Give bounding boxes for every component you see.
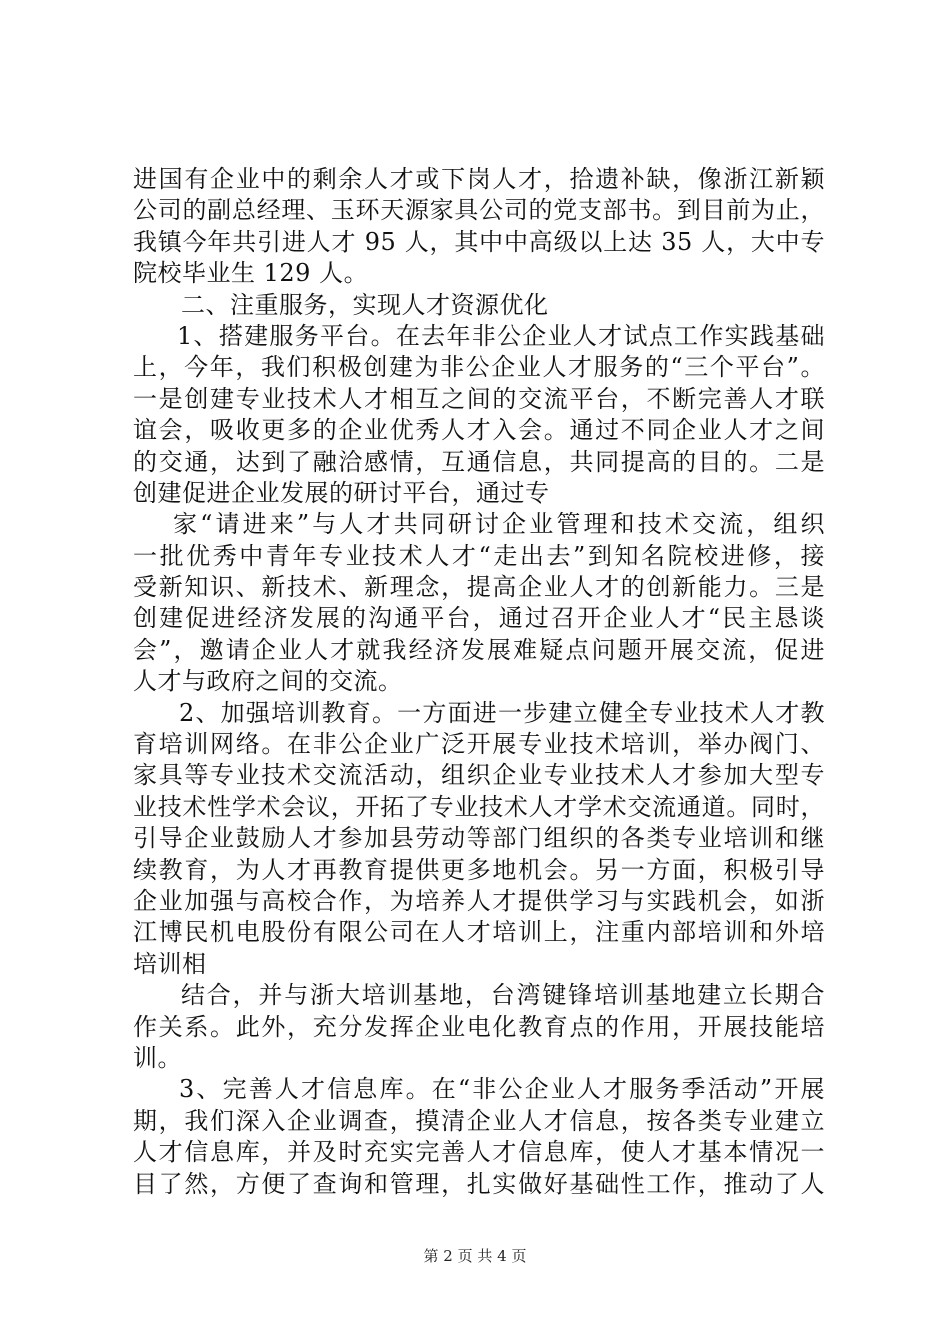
text-line: 续教育，为人才再教育提供更多地机会。另一方面，积极引导 [133, 855, 825, 884]
text-line: 受新知识、新技术、新理念，提高企业人才的创新能力。三是 [133, 573, 825, 602]
text-line: 2、加强培训教育。一方面进一步建立健全专业技术人才教 [179, 698, 825, 727]
text-line: 家具等专业技术交流活动，组织企业专业技术人才参加大型专 [133, 761, 825, 790]
text-line: 训。 [133, 1043, 182, 1072]
text-line: 院校毕业生 129 人。 [133, 259, 369, 288]
text-line: 人才与政府之间的交流。 [133, 667, 403, 696]
text-line: 作关系。此外，充分发挥企业电化教育点的作用，开展技能培 [133, 1012, 825, 1041]
text-line: 二、注重服务，实现人才资源优化 [181, 290, 549, 319]
text-line: 江博民机电股份有限公司在人才培训上，注重内部培训和外培 [133, 918, 825, 947]
text-line: 一批优秀中青年专业技术人才“走出去”到知名院校进修，接 [133, 541, 825, 570]
text-line: 我镇今年共引进人才 95 人，其中中高级以上达 35 人，大中专 [133, 227, 825, 256]
text-line: 上，今年，我们积极创建为非公企业人才服务的“三个平台”。 [133, 353, 825, 382]
document-body [133, 164, 825, 1200]
text-line: 创建促进经济发展的沟通平台，通过召开企业人才“民主恳谈 [133, 604, 825, 633]
text-line: 3、完善人才信息库。在“非公企业人才服务季活动”开展 [179, 1075, 825, 1104]
text-line: 期，我们深入企业调查，摸清企业人才信息，按各类专业建立 [133, 1106, 825, 1135]
text-line: 业技术性学术会议，开拓了专业技术人才学术交流通道。同时， [133, 792, 825, 821]
text-line: 1、搭建服务平台。在去年非公企业人才试点工作实践基础 [177, 321, 825, 350]
text-line: 创建促进企业发展的研讨平台，通过专 [133, 478, 550, 507]
text-line: 会”，邀请企业人才就我经济发展难疑点问题开展交流，促进 [133, 635, 825, 664]
text-line: 引导企业鼓励人才参加县劳动等部门组织的各类专业培训和继 [133, 824, 825, 853]
text-line: 公司的副总经理、玉环天源家具公司的党支部书。到目前为止， [133, 196, 825, 225]
text-line: 家“请进来”与人才共同研讨企业管理和技术交流，组织 [173, 510, 825, 539]
text-line: 企业加强与高校合作，为培养人才提供学习与实践机会，如浙 [133, 886, 825, 915]
text-line: 谊会，吸收更多的企业优秀人才入会。通过不同企业人才之间 [133, 416, 825, 445]
text-line: 人才信息库，并及时充实完善人才信息库，使人才基本情况一 [133, 1138, 825, 1167]
text-line: 目了然，方便了查询和管理，扎实做好基础性工作，推动了人 [133, 1169, 825, 1198]
page-footer: 第 2 页 共 4 页 [423, 1247, 527, 1265]
text-line: 一是创建专业技术人才相互之间的交流平台，不断完善人才联 [133, 384, 825, 413]
text-line: 培训相 [133, 949, 207, 978]
text-line: 的交通，达到了融洽感情，互通信息，共同提高的目的。二是 [133, 447, 825, 476]
text-line: 结合，并与浙大培训基地，台湾键锋培训基地建立长期合 [181, 981, 825, 1010]
text-line: 育培训网络。在非公企业广泛开展专业技术培训，举办阀门、 [133, 730, 825, 759]
text-line: 进国有企业中的剩余人才或下岗人才，拾遗补缺，像浙江新颖 [133, 165, 825, 193]
